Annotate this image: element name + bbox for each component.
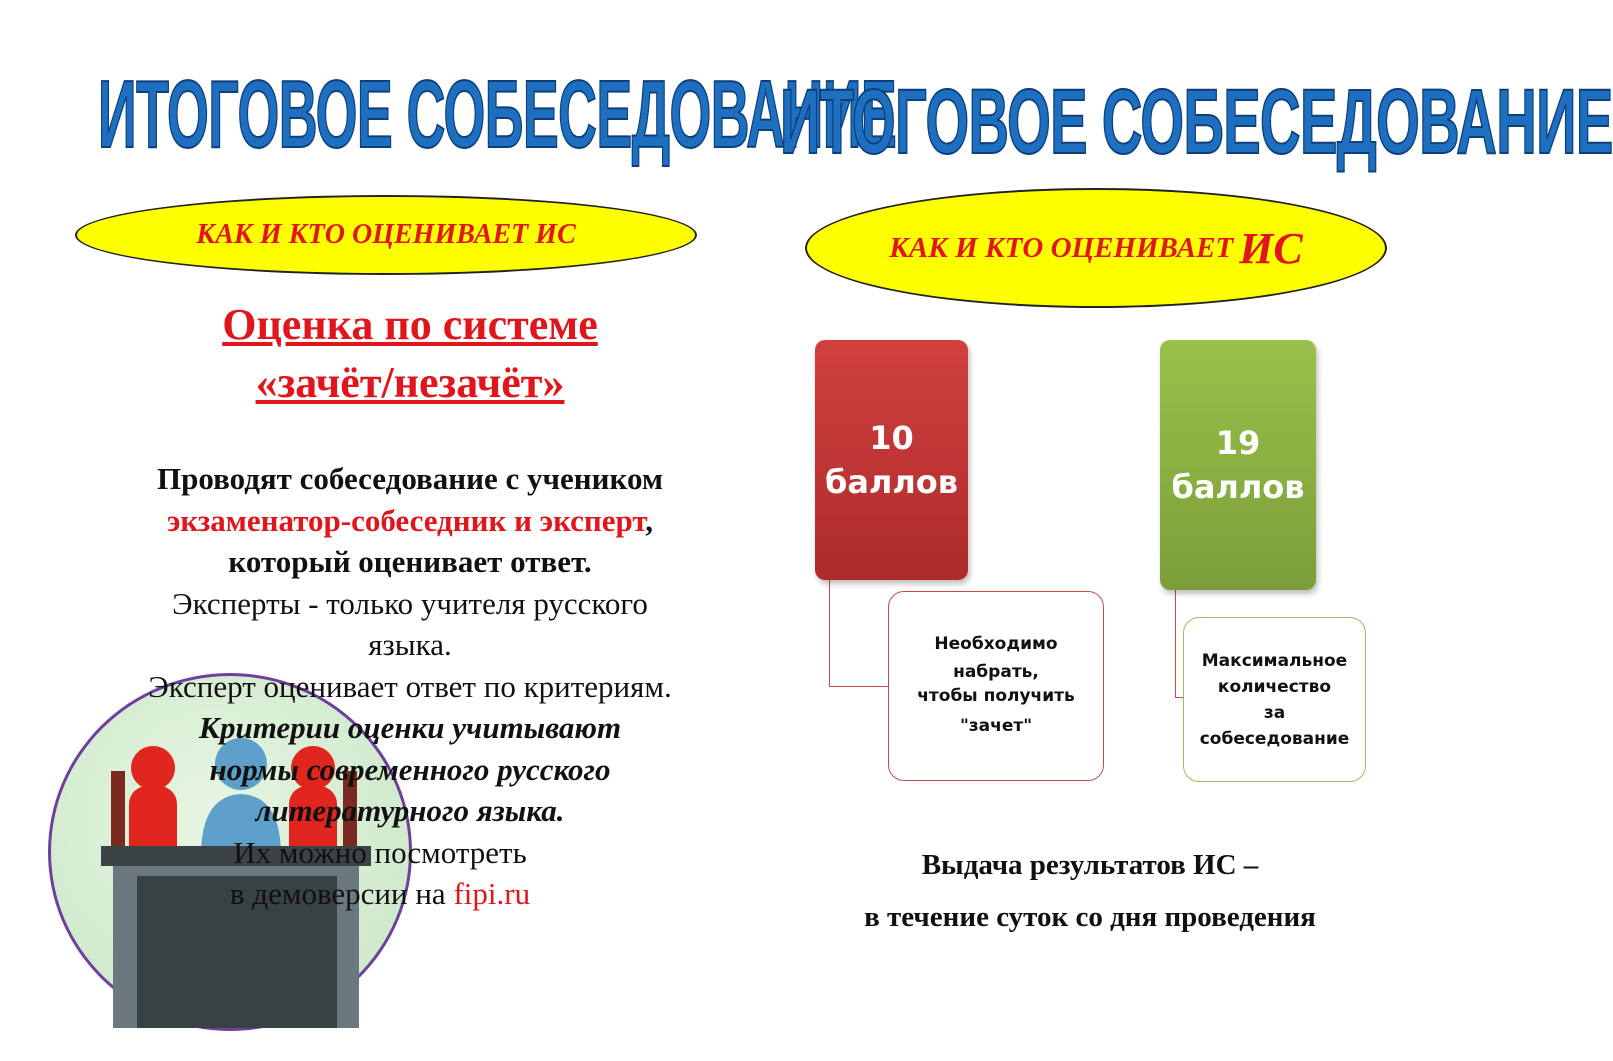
oval-heading-right-is: ИС [1239,223,1303,273]
info-line-5: языка. [368,627,452,662]
results-line-2: в течение суток со дня проведения [864,901,1316,933]
oval-heading-right-text: КАК И КТО ОЦЕНИВАЕТ [889,231,1234,264]
info-text [90,458,730,915]
info-line-2-comma: , [645,502,654,538]
score-10-number: 10 [869,419,914,457]
title-left: ИТОГОВОЕ СОБЕСЕДОВАНИЕ [98,61,897,168]
note-19-line: Максимальное [1201,650,1348,671]
grading-line-2: «зачёт/незачёт» [255,358,565,407]
grading-system-heading [110,296,710,412]
results-line-1: Выдача результатов ИС – [921,849,1259,881]
info-line-1: Проводят собеседование с учеником [157,461,663,496]
oval-heading-left [75,195,697,275]
note-10-line: набрать, [953,661,1039,682]
info-line-7: Критерии оценки учитывают [198,710,622,745]
oval-heading-left-text: КАК И КТО ОЦЕНИВАЕТ ИС [196,219,576,250]
info-line-2-red: экзаменатор-собеседник и эксперт [166,502,646,538]
note-19-line: собеседование [1199,728,1350,749]
info-line-4: Эксперты - только учителя русского [172,585,648,621]
oval-heading-right [805,188,1387,308]
note-10-line: "зачет" [959,715,1033,736]
info-line-11-prefix: в демоверсии на [229,876,454,911]
note-19-line: количество [1217,676,1332,697]
info-line-3: который оценивает ответ. [228,544,592,579]
info-line-10: Их можно посмотреть [233,834,527,870]
title-right: ИТОГОВОЕ СОБЕСЕДОВАНИЕ [780,71,1613,173]
note-box-10 [888,591,1104,781]
fipi-link[interactable]: fipi.ru [453,876,531,911]
score-box-10 [815,340,968,580]
score-box-19 [1160,340,1316,590]
results-text [790,842,1390,942]
note-19-line: за [1263,702,1286,723]
info-line-8: нормы современного русского [209,751,611,787]
score-19-number: 19 [1215,424,1261,462]
note-10-line: чтобы получить [917,685,1075,706]
score-19-unit: баллов [1171,468,1305,506]
grading-line-1: Оценка по системе [222,300,598,349]
note-box-19 [1183,617,1366,782]
info-line-6: Эксперт оценивает ответ по критериям. [148,668,672,704]
connector-10 [829,580,889,687]
note-10-line: Необходимо [934,633,1058,654]
score-10-unit: баллов [824,463,959,501]
info-line-9: литературного языка. [255,793,565,828]
